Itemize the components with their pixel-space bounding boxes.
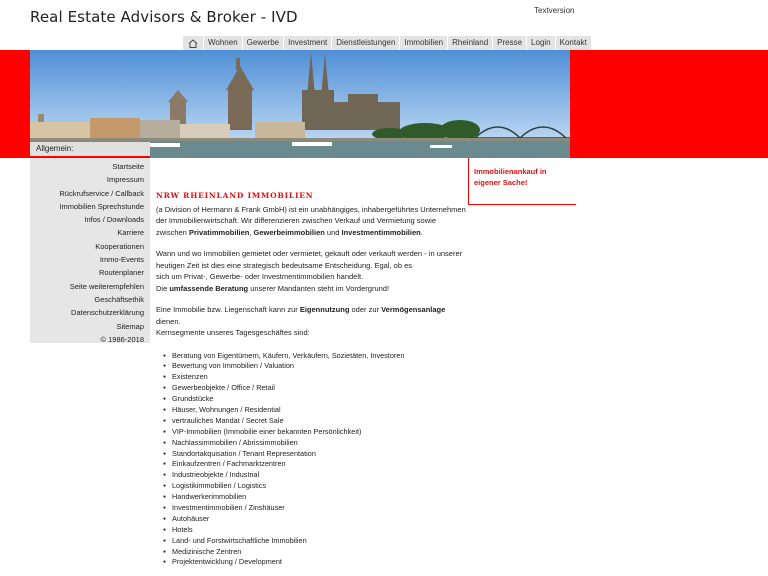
list-item: ● Medizinische Zentren — [172, 547, 466, 558]
main-content — [156, 190, 466, 568]
list-item: ● Standortakquisation / Tenant Representation — [172, 449, 466, 460]
nutzung-paragraph: Eine Immobilie bzw. Liegenschaft kann zur Eigennutzung oder zur Vermögensanlage dienen. Kernsegmente unseres Tagesgeschäftes sind: — [156, 305, 446, 337]
nav-presse[interactable]: Presse — [492, 36, 526, 50]
sidebar-item-sprechstunde[interactable]: Immobilien Sprechstunde — [59, 201, 144, 211]
list-item: ● Land- und Forstwirtschaftliche Immobilien — [172, 536, 466, 547]
list-item: ● vertrauliches Mandat / Secret Sale — [172, 416, 466, 427]
list-item: ● Existenzen — [172, 372, 466, 383]
sidebar — [30, 142, 150, 343]
sidebar-item-immo-events[interactable]: Immo-Events — [99, 255, 144, 265]
sidebar-item-weiterempfehlen[interactable]: Seite weiterempfehlen — [69, 281, 144, 291]
sidebar-heading: Allgemein: — [30, 142, 150, 158]
list-item: ● Bewertung von Immobilien / Valuation — [172, 361, 466, 372]
nav-home[interactable] — [182, 36, 203, 50]
sidebar-item-geschaeftsethik[interactable]: Geschäftsethik — [94, 294, 144, 304]
home-icon — [188, 39, 198, 48]
list-item: ● Industrieobjekte / Industrial — [172, 470, 466, 481]
copyright: © 1986-2018 — [100, 334, 144, 344]
list-item: ● Hotels — [172, 525, 466, 536]
ankauf-box[interactable] — [468, 158, 576, 205]
list-item: ● Nachlassimmobilien / Abrissimmobilien — [172, 438, 466, 449]
sidebar-item-karriere[interactable]: Karriere — [117, 228, 144, 238]
nav-investment[interactable]: Investment — [283, 36, 331, 50]
sidebar-item-downloads[interactable]: Infos / Downloads — [84, 215, 144, 225]
list-item: ● Beratung von Eigentümern, Käufern, Verkäufern, Sozietäten, Investoren — [172, 351, 466, 362]
segments-list — [156, 351, 466, 569]
sidebar-item-callback[interactable]: Rückrufservice / Callback — [59, 188, 144, 198]
nav-wohnen[interactable]: Wohnen — [203, 36, 242, 50]
nav-gewerbe[interactable]: Gewerbe — [242, 36, 283, 50]
sidebar-item-datenschutz[interactable]: Datenschutzerklärung — [71, 308, 144, 318]
beratung-paragraph: Wann und wo Immobilien gemietet oder vermietet, gekauft oder verkauft werden - in unserer heutigen Zeit ist dies eine strategisch bedeutsame Entscheidung. Egal, ob es sich um Privat-, Gewerbe- oder Investmentimmobilien handelt. Die umfassende Beratung unserer Mandanten steht im Vordergrund! — [156, 249, 463, 293]
page-title: NRW RHEINLAND IMMOBILIEN — [156, 191, 314, 200]
sidebar-item-sitemap[interactable]: Sitemap — [116, 321, 144, 331]
site-title: Real Estate Advisors & Broker - IVD — [30, 8, 298, 26]
list-item: ● Investmentimmobilien / Zinshäuser — [172, 503, 466, 514]
ankauf-text[interactable]: Immobilienankauf in eigener Sache! — [474, 167, 547, 187]
nav-rheinland[interactable]: Rheinland — [447, 36, 492, 50]
list-item: ● VIP-Immobilien (Immobilie einer bekannten Persönlichkeit) — [172, 427, 466, 438]
list-item: ● Logistikimmobilien / Logistics — [172, 481, 466, 492]
list-item: ● Autohäuser — [172, 514, 466, 525]
list-item: ● Handwerkerimmobilien — [172, 492, 466, 503]
sidebar-item-routenplaner[interactable]: Routenplaner — [98, 268, 144, 278]
sidebar-item-kooperationen[interactable]: Kooperationen — [95, 241, 144, 251]
list-item: ● Projektentwicklung / Development — [172, 557, 466, 568]
sidebar-item-impressum[interactable]: Impressum — [106, 175, 144, 185]
textversion-link[interactable]: Textversion — [534, 6, 575, 15]
list-item: ● Gewerbeobjekte / Office / Retail — [172, 383, 466, 394]
nav-login[interactable]: Login — [526, 36, 555, 50]
nav-dienstleistungen[interactable]: Dienstleistungen — [331, 36, 399, 50]
sidebar-list — [30, 160, 150, 346]
list-item: ● Häuser, Wohnungen / Residential — [172, 405, 466, 416]
list-item: ● Einkaufzentren / Fachmarktzentren — [172, 459, 466, 470]
nav-kontakt[interactable]: Kontakt — [555, 36, 591, 50]
nav-immobilien[interactable]: Immobilien — [399, 36, 447, 50]
intro-paragraph: (a Division of Hermann & Frank GmbH) ist ein unabhängiges, inhabergeführtes Unternehmen der Immobilienwirtschaft. Wir differenzieren zwischen Verkauf und Vermietung sowie zwischen Privatimmobilien, Gewerbeimmobilien und Investmentimmobilien. — [156, 204, 466, 237]
list-item: ● Grundstücke — [172, 394, 466, 405]
top-navigation — [182, 36, 591, 50]
sidebar-item-startseite[interactable]: Startseite — [112, 162, 144, 171]
